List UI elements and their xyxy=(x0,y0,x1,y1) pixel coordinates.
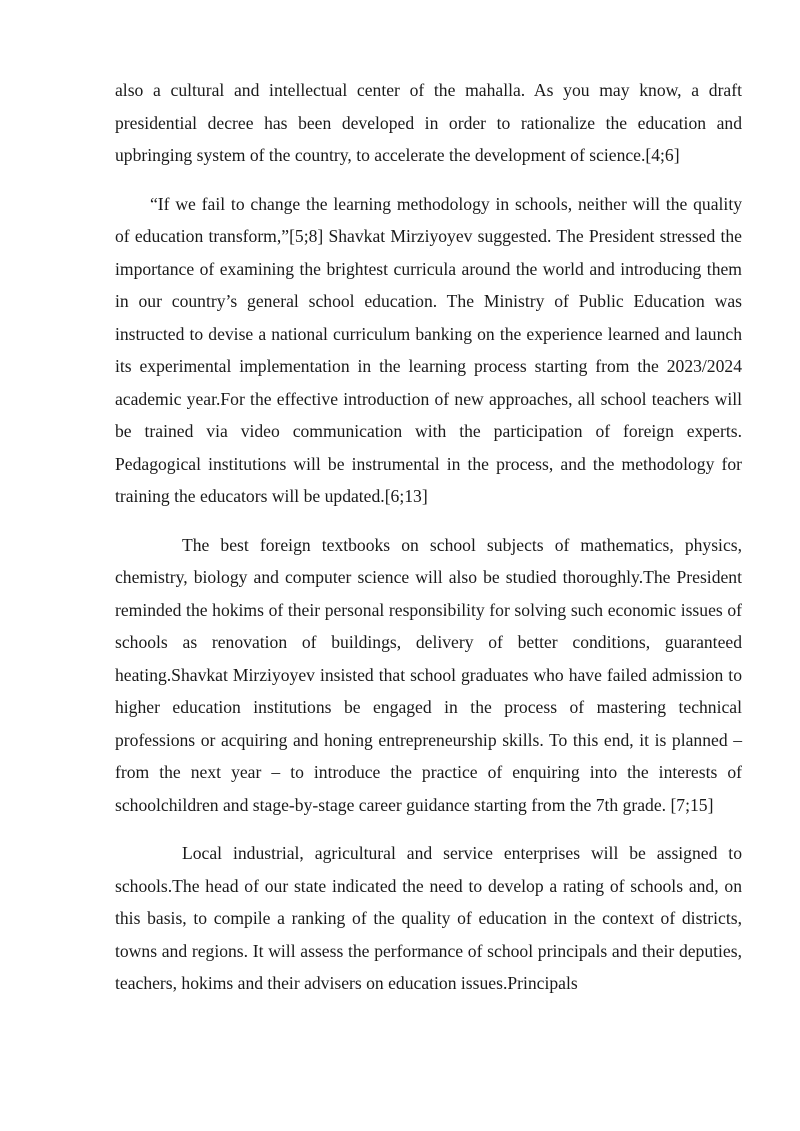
paragraph-4: Local industrial, agricultural and service enterprises will be assigned to schools.The head of our state indicated the need to develop a rating of schools and, on this basis, to compile a ranking of the quality of education in the context of districts, towns and regions. It will assess the performance of school principals and their deputies, teachers, hokims and their advisers on education issues.Principals xyxy=(115,843,742,993)
document-body xyxy=(115,74,742,1016)
paragraph-2: “If we fail to change the learning methodology in schools, neither will the quality of education transform,”[5;8] Shavkat Mirziyoyev suggested. The President stressed the importance of examining the brightest curricula around the world and introducing them in our country’s general school education. The Ministry of Public Education was instructed to devise a national curriculum banking on the experience learned and launch its experimental implementation in the learning process starting from the 2023/2024 academic year.For the effective introduction of new approaches, all school teachers will be trained via video communication with the participation of foreign experts. Pedagogical institutions will be instrumental in the process, and the methodology for training the educators will be updated.[6;13] xyxy=(115,193,742,506)
paragraph-3: The best foreign textbooks on school subjects of mathematics, physics, chemistry, biology and computer science will also be studied thoroughly.The President reminded the hokims of their personal responsibility for solving such economic issues of schools as renovation of buildings, delivery of better conditions, guaranteed heating.Shavkat Mirziyoyev insisted that school graduates who have failed admission to higher education institutions be engaged in the process of mastering technical professions or acquiring and honing entrepreneurship skills. To this end, it is planned – from the next year – to introduce the practice of enquiring into the interests of schoolchildren and stage-by-stage career guidance starting from the 7th grade. [7;15] xyxy=(115,534,742,815)
paragraph-1: also a cultural and intellectual center of the mahalla. As you may know, a draft presidential decree has been developed in order to rationalize the education and upbringing system of the country, to accelerate the development of science.[4;6] xyxy=(115,80,742,165)
